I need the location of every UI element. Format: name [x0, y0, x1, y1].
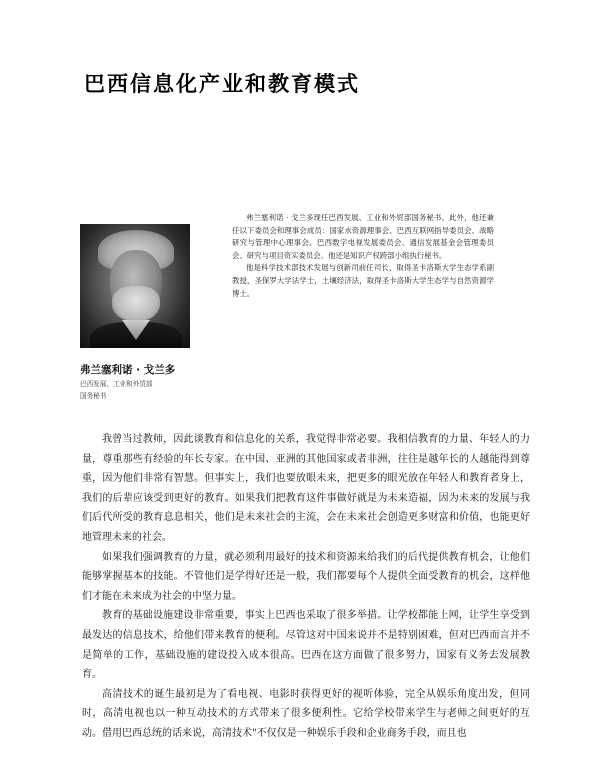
page-title: 巴西信息化产业和教育模式 — [84, 72, 360, 96]
author-role-line: 国务秘书 — [80, 392, 107, 400]
article-body — [82, 430, 530, 744]
body-paragraph: 高清技术的诞生最初是为了看电视、电影时获得更好的视听体验，完全从娱乐角度出发，但同时，高清电视也以一种互动技术的方式带来了很多便利性。它给学校带来学生与老师之间更好的互动。借用巴西总统的话来说，高清技术"不仅仅是一种娱乐手段和企业商务手段，而且也 — [82, 688, 530, 739]
bio-paragraph: 弗兰塞利诺 · 戈兰多现任巴西发展、工业和外贸部国务秘书。此外，他还兼任以下委员会和理事会成员：国家水资源理事会、巴西互联网指导委员会、战略研究与管理中心理事会、巴西数字电视发展委员会、通信发展基金会管理委员会、研究与项目资实委员会。他还是知识产权跨部小组执行秘书。 — [232, 213, 494, 260]
body-paragraph: 我曾当过教师，因此谈教育和信息化的关系，我觉得非常必要。我相信教育的力量、年轻人的力量，尊重那些有经验的年长专家。在中国、亚洲的其他国家或者非洲，往往是越年长的人越能得到尊重，因为他们非常有智慧。但事实上，我们也要放眼未来，把更多的眼光放在年轻人和教育者身上，我们的后辈应该受到更好的教育。如果我们把教育这件事做好就是为未来造福，因为未来的发展与我们后代所受的教育息息相关，他们是未来社会的主流，会在未来社会创造更多财富和价值，也能更好地管理未来的社会。 — [82, 434, 530, 543]
author-name: 弗兰塞利诺 · 戈兰多 — [80, 364, 176, 376]
author-role-line: 巴西发展、工业和外贸部 — [80, 380, 153, 388]
bio-paragraph: 他是科学技术部技术发展与创新司前任司长，取得圣卡洛斯大学生态学系副教授，圣保罗大学法学士，土壤经济法，取得圣卡洛斯大学生态学与自然资源学博士。 — [232, 263, 494, 298]
author-role — [80, 378, 210, 402]
author-bio — [232, 212, 494, 300]
body-paragraph: 教育的基础设施建设非常重要，事实上巴西也采取了很多举措。让学校都能上网，让学生享受到最发达的信息技术，给他们带来教育的便利。尽管这对中国来说并不是特别困难，但对巴西而言并不是简单的工作，基础设施的建设投入成本很高。巴西在这方面做了很多努力，国家有义务去发展教育。 — [82, 610, 530, 681]
author-photo — [80, 224, 190, 348]
body-paragraph: 如果我们强调教育的力量，就必须利用最好的技术和资源来给我们的后代提供教育机会，让他们能够掌握基本的技能。不管他们是学得好还是一般，我们都要每个人提供全面受教育的机会，这样他们才能在未来成为社会的中坚力量。 — [82, 551, 530, 602]
